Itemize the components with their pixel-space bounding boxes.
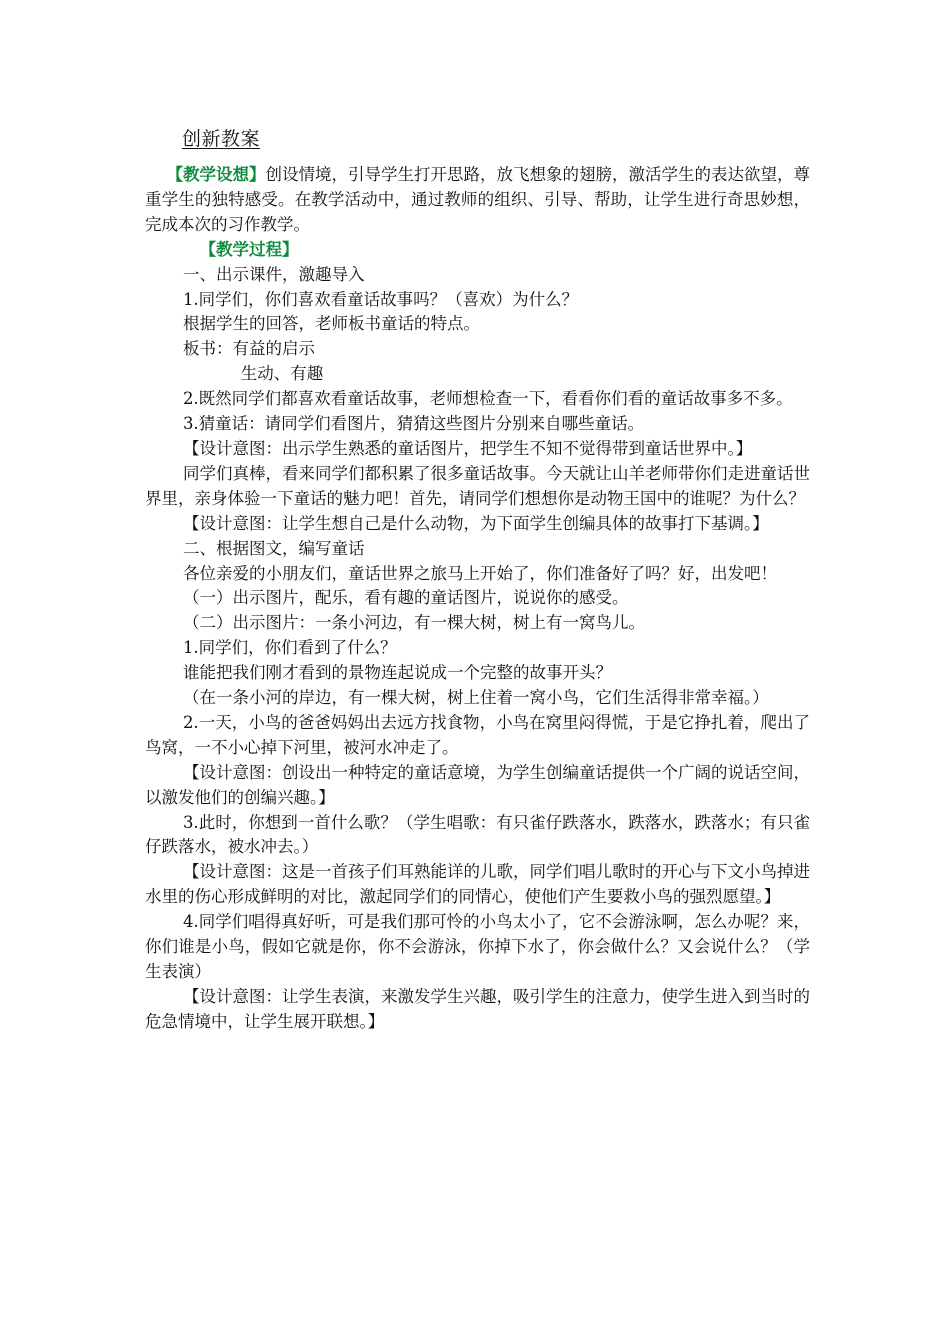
design-intent: 【设计意图：让学生表演，来激发学生兴趣，吸引学生的注意力，使学生进入到当时的危急情境中，让学生展开联想。】	[145, 986, 810, 1031]
paragraph: 3.此时，你想到一首什么歌？（学生唱歌：有只雀仔跌落水，跌落水，跌落水；有只雀仔跌落水，被水冲去。）	[145, 812, 810, 857]
paragraph: 根据学生的回答，老师板书童话的特点。	[182, 314, 480, 334]
design-intent: 【设计意图：创设出一种特定的童话意境，为学生创编童话提供一个广阔的说话空间，以激发他们的创编兴趣。】	[145, 762, 810, 807]
design-intent: 【设计意图：出示学生熟悉的童话图片，把学生不知不觉得带到童话世界中。】	[182, 438, 753, 458]
paragraph: 2.既然同学们都喜欢看童话故事，老师想检查一下，看看你们看的童话故事多不多。	[182, 389, 793, 409]
paragraph: 1.同学们，你们喜欢看童话故事吗？（喜欢）为什么？	[182, 289, 579, 309]
section-heading-2: 二、根据图文，编写童话	[182, 538, 365, 558]
design-intent: 【设计意图：这是一首孩子们耳熟能详的儿歌，同学们唱儿歌时的开心与下文小鸟掉进水里的伤心形成鲜明的对比，激起同学们的同情心，使他们产生要救小鸟的强烈愿望。】	[145, 862, 810, 907]
board-writing: 板书：有益的启示	[182, 339, 315, 359]
teaching-process-heading: 【教学过程】	[199, 239, 299, 259]
document-body	[145, 163, 810, 1035]
teaching-idea-label: 【教学设想】	[166, 165, 266, 184]
section-heading-1: 一、出示课件，激趣导入	[182, 264, 365, 284]
paragraph: 1.同学们，你们看到了什么？	[182, 638, 397, 658]
paragraph: （一）出示图片，配乐，看有趣的童话图片，说说你的感受。	[182, 588, 629, 608]
paragraph: 3.猜童话：请同学们看图片，猜猜这些图片分别来自哪些童话。	[182, 414, 645, 434]
teaching-idea-text: 创设情境，引导学生打开思路，放飞想象的翅膀，激活学生的表达欲望，尊重学生的独特感受。在教学活动中，通过教师的组织、引导、帮助，让学生进行奇思妙想，完成本次的习作教学。	[145, 165, 811, 234]
document-title: 创新教案	[182, 128, 261, 150]
paragraph: （在一条小河的岸边，有一棵大树，树上住着一窝小鸟，它们生活得非常幸福。）	[182, 688, 769, 708]
board-writing-2: 生动、有趣	[240, 364, 324, 384]
paragraph: 同学们真棒，看来同学们都积累了很多童话故事。今天就让山羊老师带你们走进童话世界里，亲身体验一下童话的魅力吧！首先，请同学们想想你是动物王国中的谁呢？为什么？	[145, 463, 810, 508]
paragraph: （二）出示图片：一条小河边，有一棵大树，树上有一窝鸟儿。	[182, 613, 645, 633]
paragraph: 各位亲爱的小朋友们，童话世界之旅马上开始了，你们准备好了吗？好，出发吧！	[182, 563, 777, 583]
paragraph: 2.一天，小鸟的爸爸妈妈出去远方找食物，小鸟在窝里闷得慌，于是它挣扎着，爬出了鸟窝，一不小心掉下河里，被河水冲走了。	[145, 712, 810, 757]
design-intent: 【设计意图：让学生想自己是什么动物，为下面学生创编具体的故事打下基调。】	[182, 513, 769, 533]
paragraph: 4.同学们唱得真好听，可是我们那可怜的小鸟太小了，它不会游泳啊，怎么办呢？来，你们谁是小鸟，假如它就是你，你不会游泳，你掉下水了，你会做什么？又会说什么？（学生表演）	[145, 912, 810, 981]
paragraph: 谁能把我们刚才看到的景物连起说成一个完整的故事开头？	[182, 663, 612, 683]
teaching-idea-paragraph	[145, 163, 810, 238]
